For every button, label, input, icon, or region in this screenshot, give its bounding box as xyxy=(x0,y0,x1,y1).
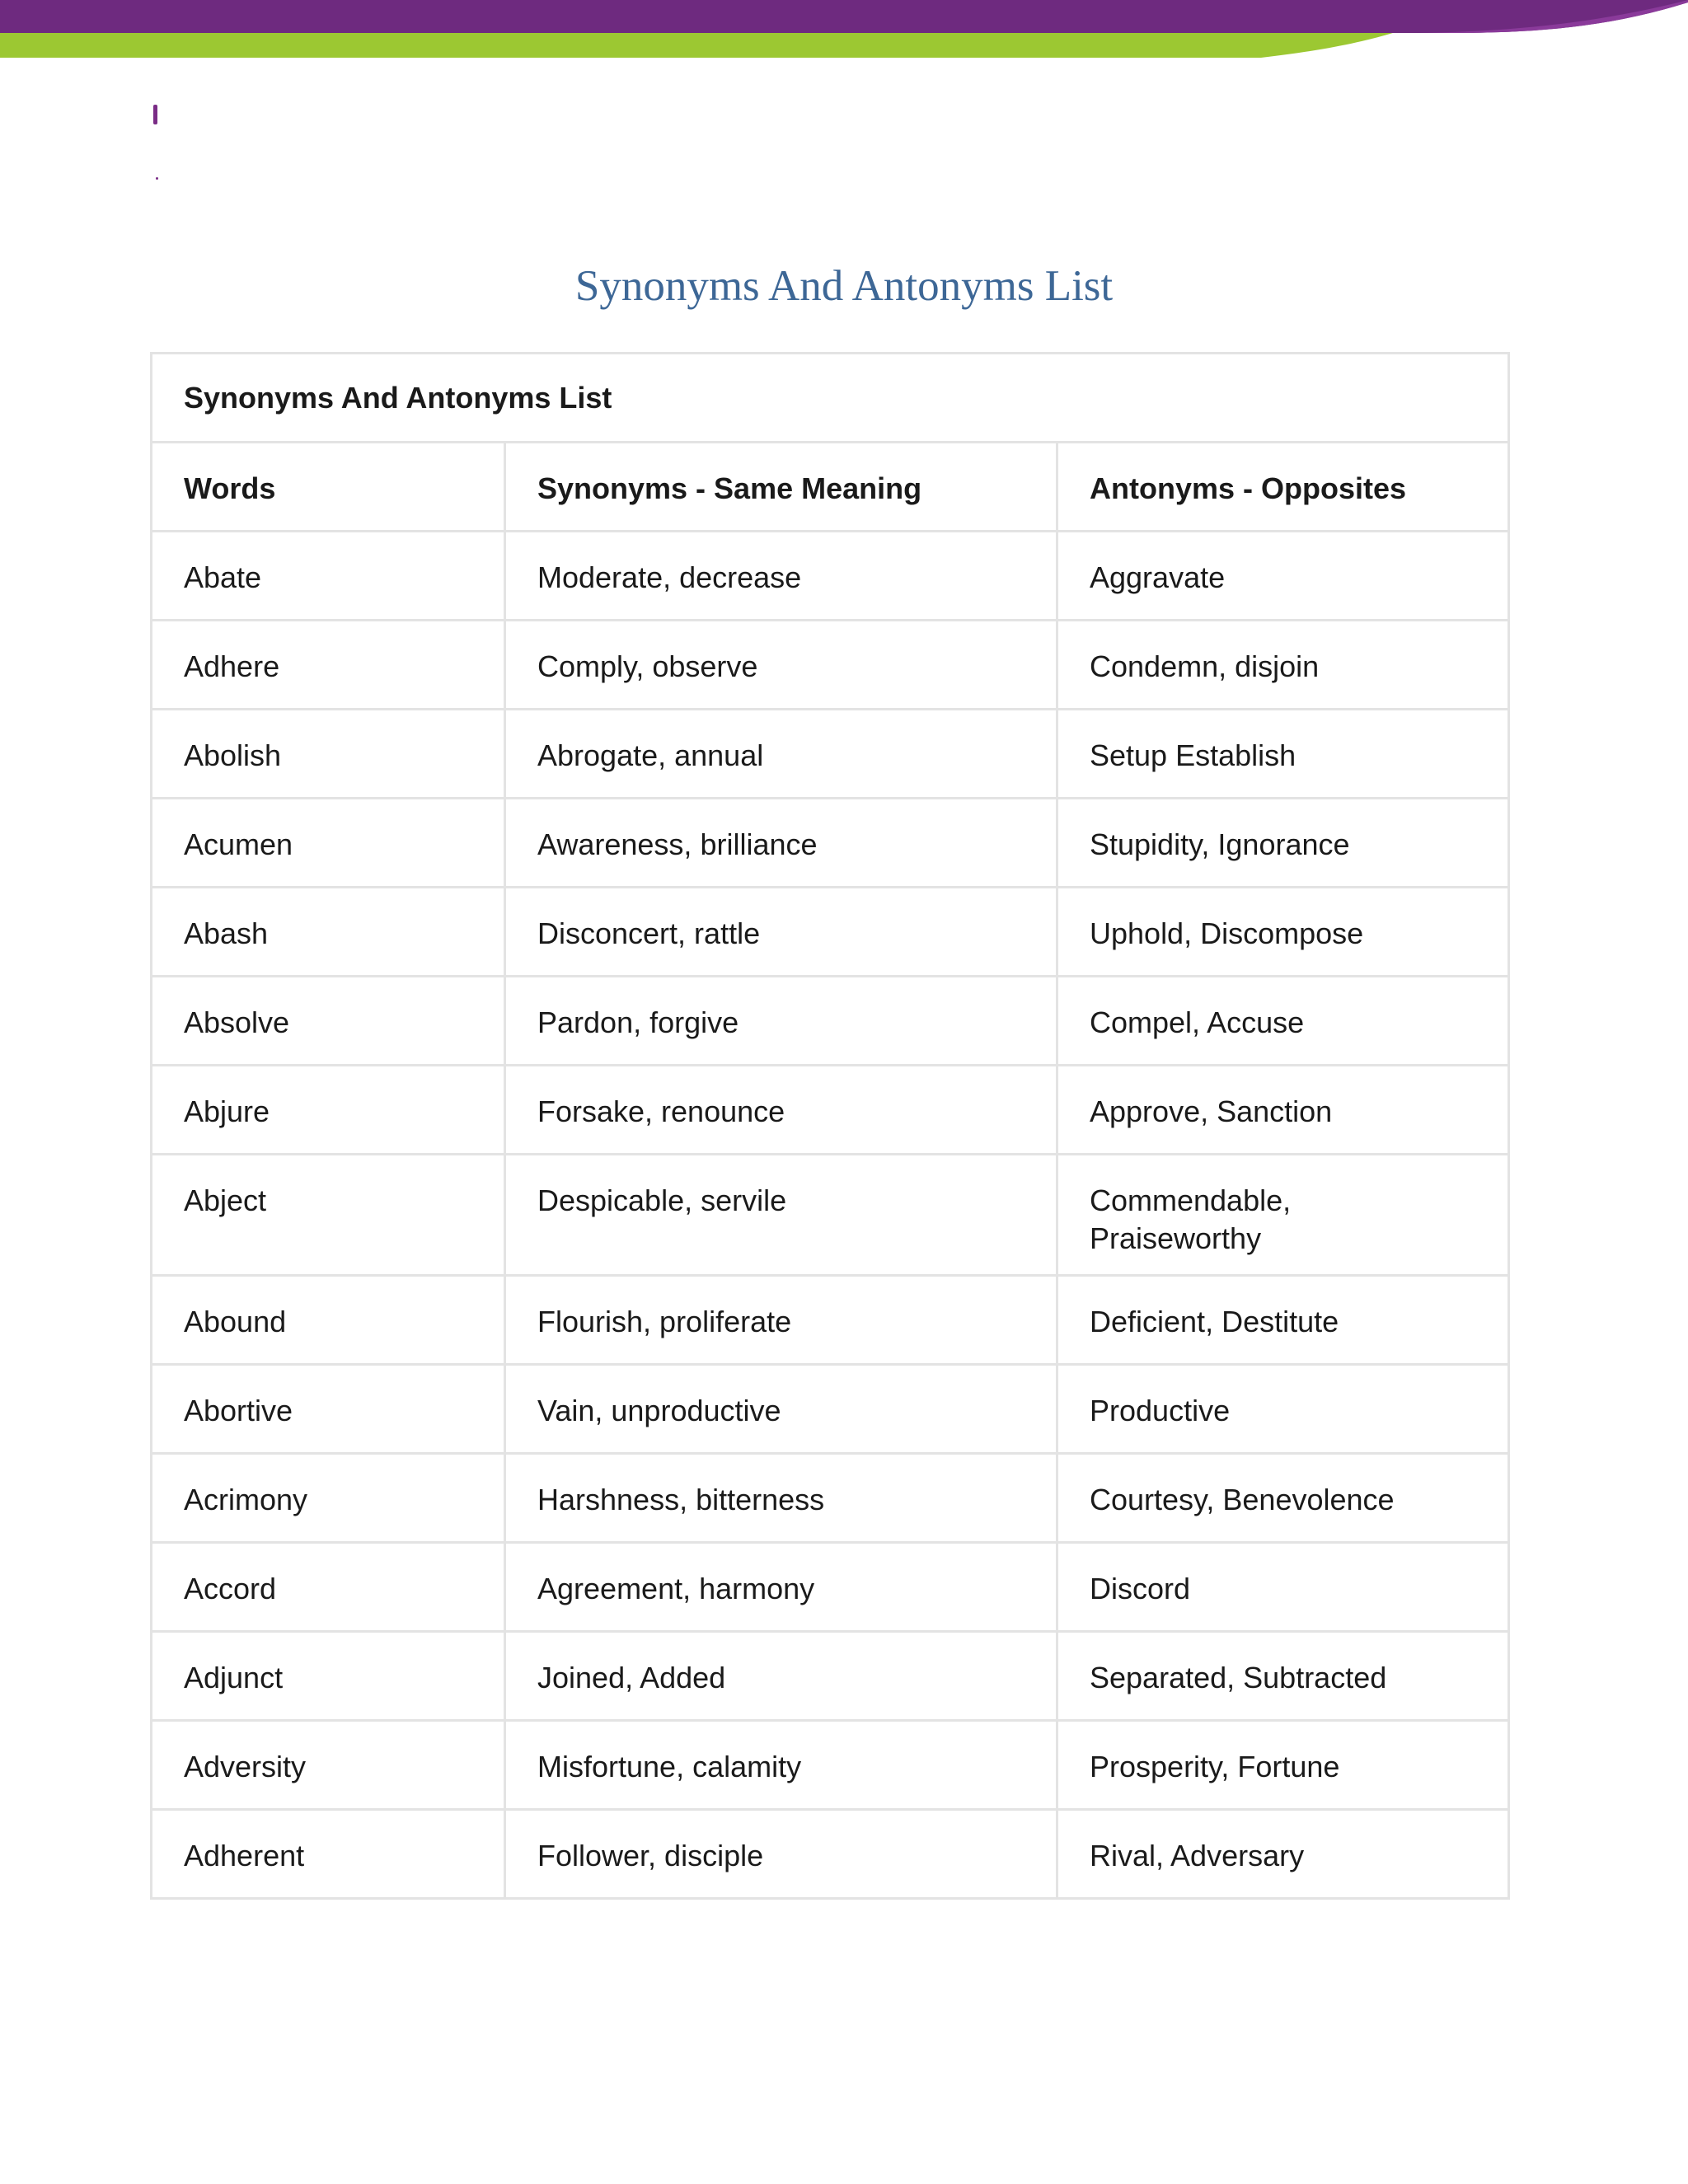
table-row xyxy=(152,1632,1509,1721)
table-row xyxy=(152,532,1509,621)
word-cell: Acrimony xyxy=(152,1454,505,1543)
word-cell: Adjunct xyxy=(152,1632,505,1721)
table-caption: Synonyms And Antonyms List xyxy=(152,354,1509,443)
word-cell: Abate xyxy=(152,532,505,621)
synonyms-cell: Disconcert, rattle xyxy=(505,888,1057,977)
column-header-synonyms: Synonyms - Same Meaning xyxy=(505,443,1057,532)
synonyms-cell: Forsake, renounce xyxy=(505,1066,1057,1155)
word-cell: Abound xyxy=(152,1276,505,1365)
table-row xyxy=(152,1810,1509,1899)
antonyms-cell: Condemn, disjoin xyxy=(1057,621,1509,710)
antonyms-cell: Courtesy, Benevolence xyxy=(1057,1454,1509,1543)
table-header-row xyxy=(152,443,1509,532)
antonyms-cell: Setup Establish xyxy=(1057,710,1509,799)
header-decorative-band xyxy=(0,0,1688,66)
word-cell: Abolish xyxy=(152,710,505,799)
synonyms-antonyms-table xyxy=(150,352,1510,1900)
margin-mark xyxy=(153,105,157,124)
table-row xyxy=(152,1066,1509,1155)
table-row xyxy=(152,710,1509,799)
antonyms-cell: Prosperity, Fortune xyxy=(1057,1721,1509,1810)
table-caption-row xyxy=(152,354,1509,443)
synonyms-cell: Misfortune, calamity xyxy=(505,1721,1057,1810)
column-header-antonyms: Antonyms - Opposites xyxy=(1057,443,1509,532)
word-cell: Absolve xyxy=(152,977,505,1066)
antonyms-cell: Discord xyxy=(1057,1543,1509,1632)
document-title: Synonyms And Antonyms List xyxy=(574,262,1114,310)
synonyms-cell: Pardon, forgive xyxy=(505,977,1057,1066)
word-cell: Accord xyxy=(152,1543,505,1632)
column-header-words: Words xyxy=(152,443,505,532)
word-cell: Abortive xyxy=(152,1365,505,1454)
antonyms-cell: Approve, Sanction xyxy=(1057,1066,1509,1155)
word-cell: Adhere xyxy=(152,621,505,710)
word-cell: Abject xyxy=(152,1155,505,1276)
table-row xyxy=(152,1721,1509,1810)
table-row xyxy=(152,1155,1509,1276)
antonyms-cell: Commendable, Praiseworthy xyxy=(1057,1155,1509,1276)
table-row xyxy=(152,977,1509,1066)
antonyms-cell: Compel, Accuse xyxy=(1057,977,1509,1066)
synonyms-cell: Agreement, harmony xyxy=(505,1543,1057,1632)
synonyms-cell: Awareness, brilliance xyxy=(505,799,1057,888)
margin-dot xyxy=(156,177,158,180)
word-cell: Abjure xyxy=(152,1066,505,1155)
synonyms-cell: Despicable, servile xyxy=(505,1155,1057,1276)
synonyms-cell: Moderate, decrease xyxy=(505,532,1057,621)
table-row xyxy=(152,1543,1509,1632)
word-cell: Abash xyxy=(152,888,505,977)
table-row xyxy=(152,799,1509,888)
synonyms-cell: Abrogate, annual xyxy=(505,710,1057,799)
table-row xyxy=(152,888,1509,977)
synonyms-cell: Joined, Added xyxy=(505,1632,1057,1721)
antonyms-cell: Separated, Subtracted xyxy=(1057,1632,1509,1721)
antonyms-cell: Aggravate xyxy=(1057,532,1509,621)
table-row xyxy=(152,621,1509,710)
header-wave-graphic xyxy=(0,0,1688,66)
word-cell: Adherent xyxy=(152,1810,505,1899)
antonyms-cell: Deficient, Destitute xyxy=(1057,1276,1509,1365)
antonyms-cell: Productive xyxy=(1057,1365,1509,1454)
table-row xyxy=(152,1276,1509,1365)
synonyms-cell: Harshness, bitterness xyxy=(505,1454,1057,1543)
antonyms-cell: Stupidity, Ignorance xyxy=(1057,799,1509,888)
antonyms-cell: Uphold, Discompose xyxy=(1057,888,1509,977)
synonyms-cell: Comply, observe xyxy=(505,621,1057,710)
synonyms-cell: Vain, unproductive xyxy=(505,1365,1057,1454)
table-row xyxy=(152,1454,1509,1543)
antonyms-cell: Rival, Adversary xyxy=(1057,1810,1509,1899)
synonyms-cell: Follower, disciple xyxy=(505,1810,1057,1899)
synonyms-antonyms-table-container xyxy=(150,352,1507,1900)
synonyms-cell: Flourish, proliferate xyxy=(505,1276,1057,1365)
table-row xyxy=(152,1365,1509,1454)
word-cell: Adversity xyxy=(152,1721,505,1810)
word-cell: Acumen xyxy=(152,799,505,888)
